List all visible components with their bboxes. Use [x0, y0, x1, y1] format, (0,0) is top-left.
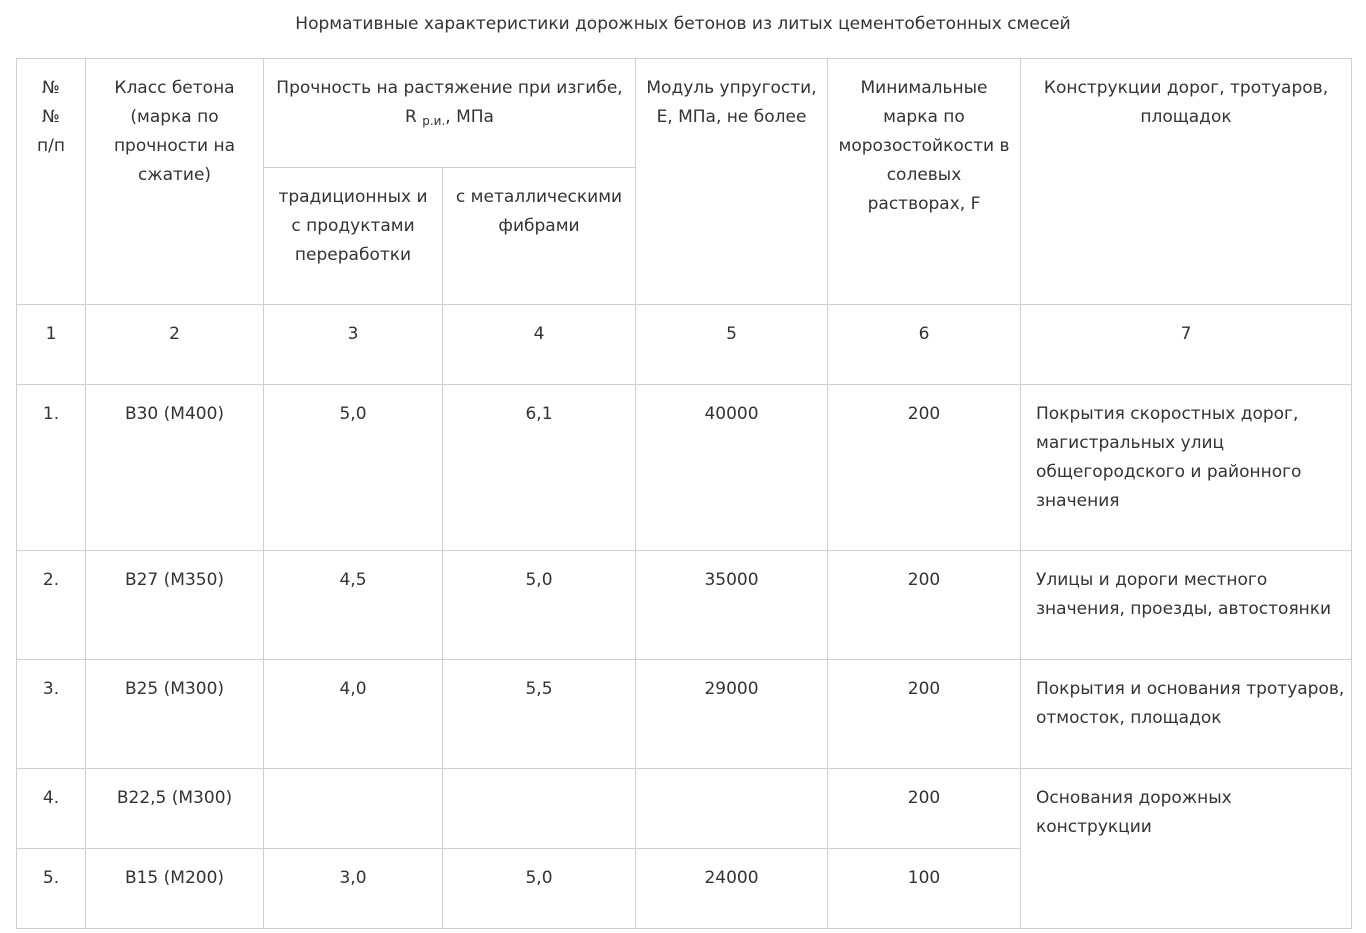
concrete-norms-table [16, 58, 1352, 929]
header-modulus: Модуль упругости, Е, МПа, не более [636, 59, 828, 305]
row-class: В30 (М400) [86, 385, 264, 551]
row-traditional: 4,0 [264, 660, 443, 769]
row-metal: 6,1 [443, 385, 636, 551]
row-num: 1. [17, 385, 86, 551]
header-num-line2: № [42, 107, 60, 127]
header-class: Класс бетона (марка по прочности на сжатие) [86, 59, 264, 305]
column-number: 7 [1021, 305, 1352, 385]
header-row [17, 59, 1352, 168]
row-frost: 200 [828, 385, 1021, 551]
row-num: 5. [17, 849, 86, 929]
column-number-row [17, 305, 1352, 385]
header-num-line1: № [42, 78, 60, 98]
header-num-line3: п/п [37, 136, 65, 156]
header-frost: Минимальные марка по морозостойкости в солевых растворах, F [828, 59, 1021, 305]
row-num: 4. [17, 769, 86, 849]
header-strength-prefix: Прочность на растяжение при изгибе, [276, 78, 623, 98]
header-strength-symbol: R [405, 107, 417, 127]
row-metal: 5,5 [443, 660, 636, 769]
row-frost: 200 [828, 551, 1021, 660]
row-class: В25 (М300) [86, 660, 264, 769]
row-metal [443, 769, 636, 849]
row-metal: 5,0 [443, 551, 636, 660]
row-frost: 200 [828, 660, 1021, 769]
row-construction: Покрытия и основания тротуаров, отмосток, площадок [1021, 660, 1352, 769]
row-class: В22,5 (М300) [86, 769, 264, 849]
table-row [17, 385, 1352, 551]
header-strength [264, 59, 636, 168]
row-metal: 5,0 [443, 849, 636, 929]
header-num [17, 59, 86, 305]
table-row [17, 551, 1352, 660]
column-number: 2 [86, 305, 264, 385]
row-traditional: 5,0 [264, 385, 443, 551]
row-modulus: 40000 [636, 385, 828, 551]
row-modulus [636, 769, 828, 849]
column-number: 3 [264, 305, 443, 385]
header-strength-unit: , МПа [445, 107, 494, 127]
table-row [17, 769, 1352, 849]
row-traditional [264, 769, 443, 849]
header-constructions: Конструкции дорог, тротуаров, площадок [1021, 59, 1352, 305]
column-number: 6 [828, 305, 1021, 385]
row-class: В15 (М200) [86, 849, 264, 929]
row-num: 2. [17, 551, 86, 660]
column-number: 5 [636, 305, 828, 385]
row-construction: Улицы и дороги местного значения, проезды, автостоянки [1021, 551, 1352, 660]
column-number: 1 [17, 305, 86, 385]
row-construction: Основания дорожных конструкции [1021, 769, 1352, 929]
column-number: 4 [443, 305, 636, 385]
table-row [17, 660, 1352, 769]
header-strength-subscript: р.и. [422, 114, 446, 128]
row-num: 3. [17, 660, 86, 769]
row-frost: 100 [828, 849, 1021, 929]
table-caption: Нормативные характеристики дорожных бетонов из литых цементобетонных смесей [295, 14, 1071, 34]
row-modulus: 24000 [636, 849, 828, 929]
row-construction: Покрытия скоростных дорог, магистральных улиц общегородского и районного значения [1021, 385, 1352, 551]
row-modulus: 29000 [636, 660, 828, 769]
row-traditional: 4,5 [264, 551, 443, 660]
row-modulus: 35000 [636, 551, 828, 660]
row-traditional: 3,0 [264, 849, 443, 929]
header-metal-fiber: с металлическими фибрами [443, 168, 636, 305]
header-traditional: традиционных и с продуктами переработки [264, 168, 443, 305]
row-frost: 200 [828, 769, 1021, 849]
row-class: В27 (М350) [86, 551, 264, 660]
